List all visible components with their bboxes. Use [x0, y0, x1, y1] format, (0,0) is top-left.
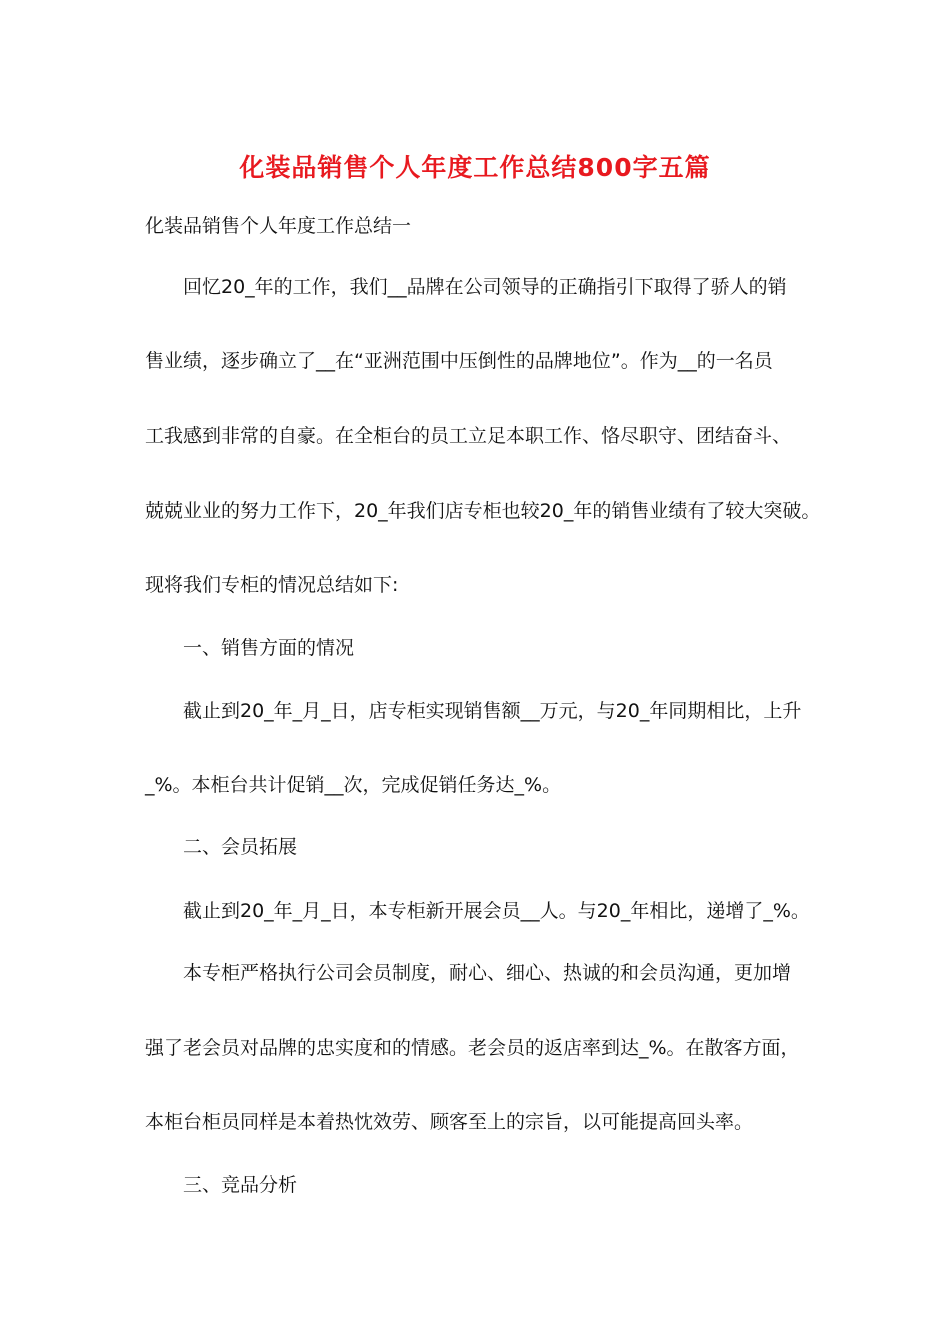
paragraph-line: 截止到20_年_月_日，店专柜实现销售额__万元，与20_年同期相比，上升: [183, 700, 802, 722]
paragraph-line: 售业绩，逐步确立了__在“亚洲范围中压倒性的品牌地位”。作为__的一名员: [145, 350, 773, 372]
document-title: 化装品销售个人年度工作总结800字五篇: [239, 153, 711, 182]
paragraph-line: 工我感到非常的自豪。在全柜台的员工立足本职工作、恪尽职守、团结奋斗、: [145, 425, 792, 447]
paragraph-line: 现将我们专柜的情况总结如下:: [145, 574, 399, 596]
section-heading: 二、会员拓展: [183, 836, 298, 858]
section-heading: 一、销售方面的情况: [183, 637, 355, 659]
paragraph-line: 强了老会员对品牌的忠实度和的情感。老会员的返店率到达_%。在散客方面，: [145, 1037, 800, 1059]
section-heading: 三、竞品分析: [183, 1174, 298, 1196]
document-subtitle: 化装品销售个人年度工作总结一: [145, 215, 412, 237]
paragraph-line: 截止到20_年_月_日，本专柜新开展会员__人。与20_年相比，递增了_%。: [183, 900, 810, 922]
paragraph-line: 本柜台柜员同样是本着热忱效劳、顾客至上的宗旨，以可能提高回头率。: [145, 1111, 754, 1133]
paragraph-line: 回忆20_年的工作，我们__品牌在公司领导的正确指引下取得了骄人的销: [183, 276, 787, 298]
paragraph-line: _%。本柜台共计促销__次，完成促销任务达_%。: [145, 774, 562, 796]
paragraph-line: 本专柜严格执行公司会员制度，耐心、细心、热诚的和会员沟通，更加增: [183, 962, 792, 984]
paragraph-line: 兢兢业业的努力工作下，20_年我们店专柜也较20_年的销售业绩有了较大突破。: [145, 500, 821, 522]
